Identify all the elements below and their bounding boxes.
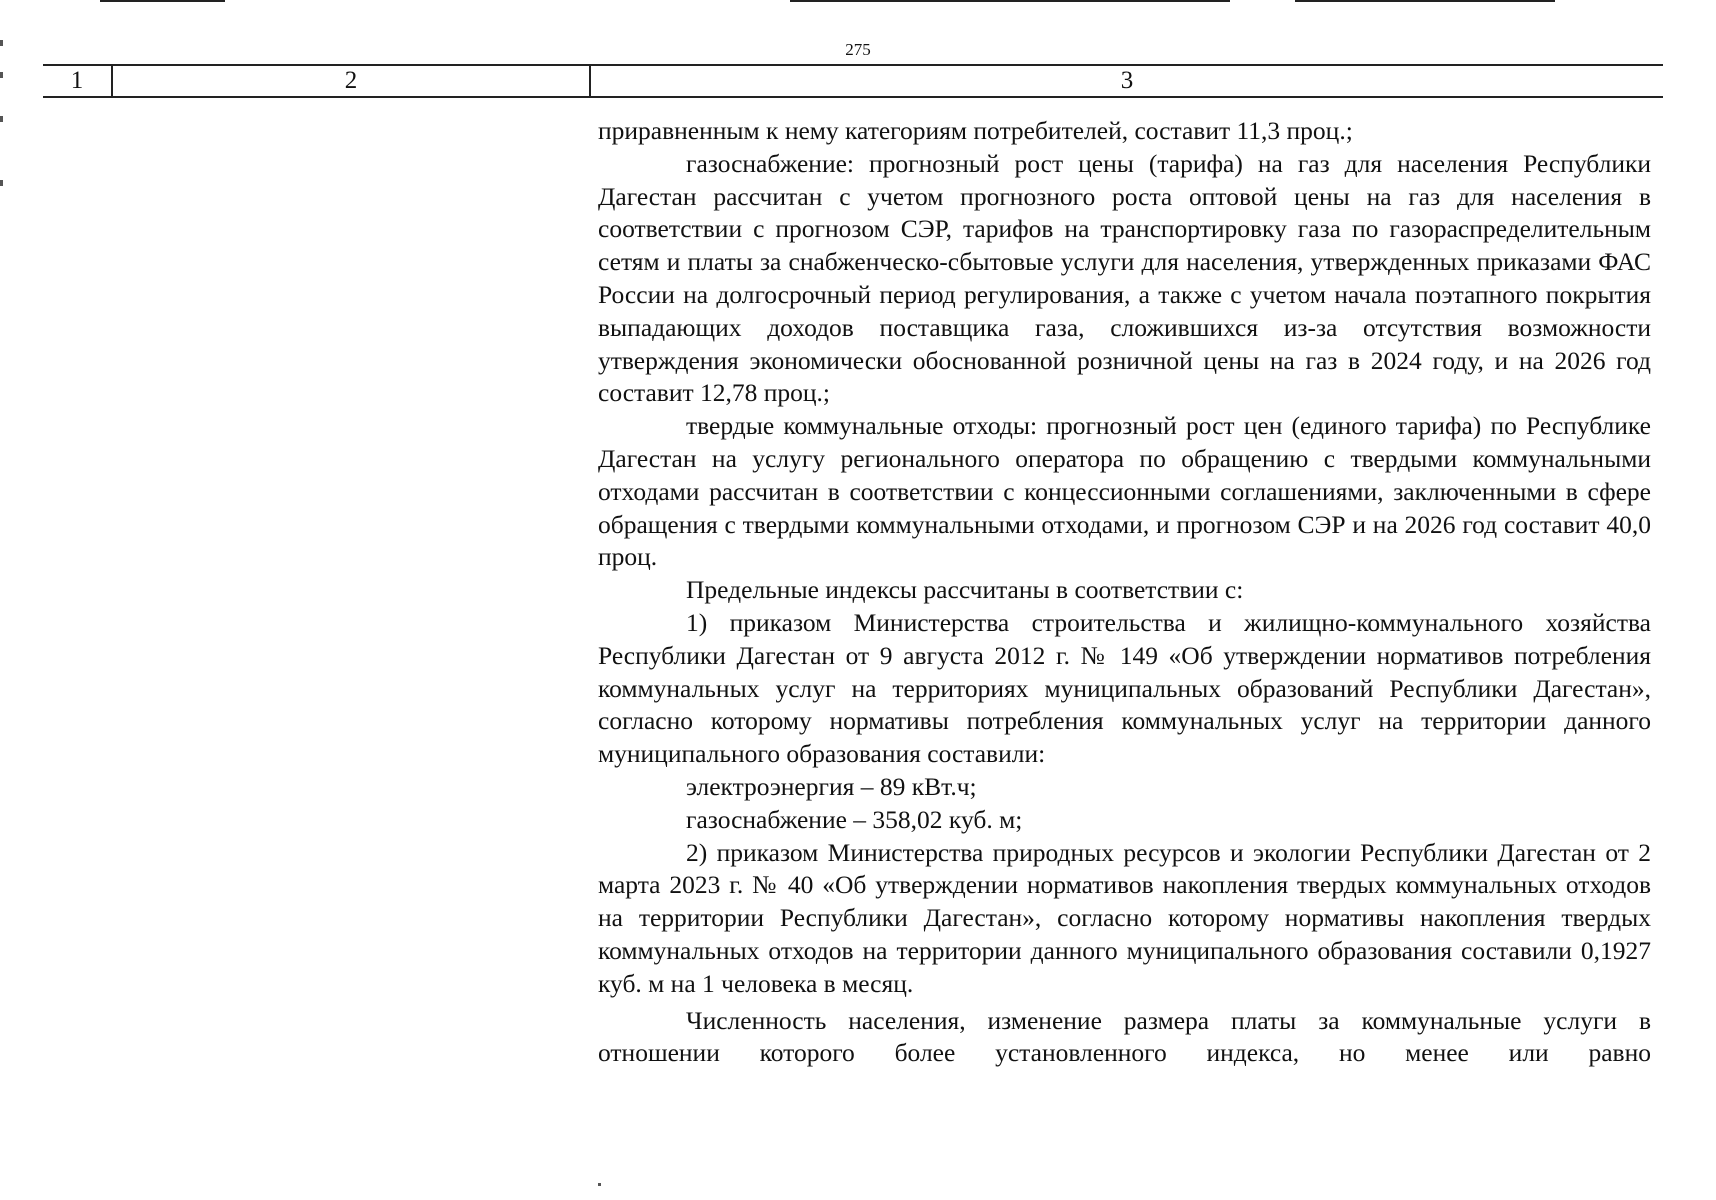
document-body bbox=[598, 115, 1651, 1070]
paragraph-population: Численность населения, изменение размера платы за коммунальные услуги в отношении которого более установленного индекса, но менее или равно bbox=[598, 1005, 1651, 1068]
table-header-row bbox=[43, 64, 1663, 98]
paragraph-gas-supply: газоснабжение: прогнозный рост цены (тарифа) на газ для населения Республики Дагестан рассчитан с учетом прогнозного роста оптовой цены на газ для населения в соответствии с прогнозом СЭР, тарифов на транспортировку газа по газораспределительным сетям и платы за снабженческо-сбытовые услуги для населения, утвержденных приказами ФАС России на долгосрочный период регулирования, а также с учетом начала поэтапного покрытия выпадающих доходов поставщика газа, сложившихся из-за отсутствия возможности утверждения экономически обоснованной розничной цены на газ в 2024 году, и на 2026 год составит 12,78 проц.; bbox=[598, 148, 1651, 408]
top-rule-right bbox=[1295, 0, 1555, 2]
scan-dot bbox=[598, 1183, 601, 1186]
paragraph-limit-indices: Предельные индексы рассчитаны в соответствии с: bbox=[686, 575, 1244, 605]
column-header-1: 1 bbox=[43, 66, 113, 96]
column-header-2: 2 bbox=[113, 66, 591, 96]
paragraph-solid-waste: твердые коммунальные отходы: прогнозный рост цен (единого тарифа) по Республике Дагестан на услугу регионального оператора по обращению с твердыми коммунальными отходами рассчитан в соответствии с концессионными соглашениями, заключенными в сфере обращения с твердыми коммунальными отходами, и прогнозом СЭР и на 2026 год составит 40,0 проц. bbox=[598, 411, 1651, 572]
paragraph-order-1: 1) приказом Министерства строительства и жилищно-коммунального хозяйства Республики Дагестан от 9 августа 2012 г. № 149 «Об утверждении нормативов потребления коммунальных услуг на территориях муниципальных образований Республики Дагестан», согласно которому нормативы потребления коммунальных услуг на территории данного муниципального образования составили: bbox=[598, 607, 1651, 769]
top-rule-middle bbox=[790, 0, 1230, 2]
top-rule-left bbox=[100, 0, 225, 2]
paragraph: приравненным к нему категориям потребителей, составит 11,3 проц.; bbox=[598, 116, 1353, 145]
page-number: 275 bbox=[845, 40, 871, 59]
column-header-3: 3 bbox=[1120, 67, 1134, 94]
paragraph-electricity-norm: электроэнергия – 89 кВт.ч; bbox=[686, 771, 977, 801]
paragraph-order-2: 2) приказом Министерства природных ресурсов и экологии Республики Дагестан от 2 марта 2023 г. № 40 «Об утверждении нормативов накопления твердых коммунальных отходов на территории Республики Дагестан», согласно которому нормативы накопления твердых коммунальных отходов на территории данного муниципального образования составили 0,1927 куб. м на 1 человека в месяц. bbox=[598, 837, 1651, 998]
scan-edge-marks bbox=[0, 0, 10, 1200]
paragraph-gas-norm: газоснабжение – 358,02 куб. м; bbox=[686, 804, 1023, 834]
